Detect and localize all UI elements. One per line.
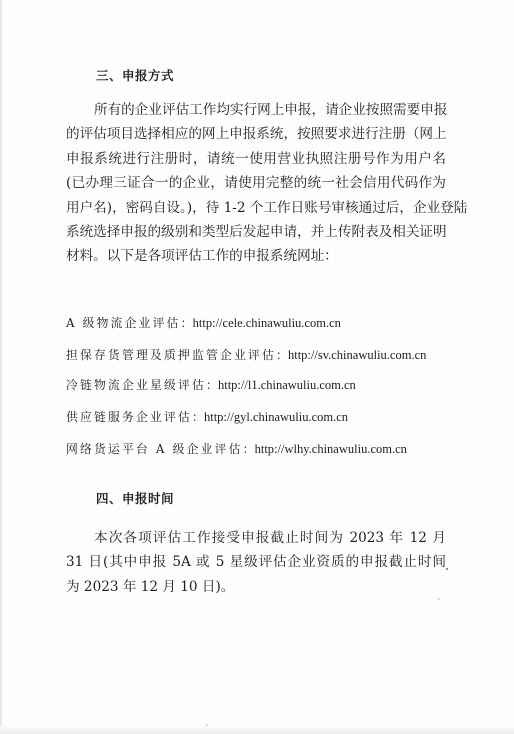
paragraph-line: 为 2023 年 12 月 10 日)。 [66,578,235,595]
system-name: 网络货运平台 A 级企业评估 [66,442,243,456]
scan-speck [206,724,208,726]
system-entry-network-freight [66,440,407,457]
paragraph-submission-method [66,98,468,269]
system-entry-inventory-pledge [66,346,426,363]
system-separator: ： [205,378,218,392]
system-entry-a-level-logistics [66,314,341,331]
paragraph-line: 本次各项评估工作接受申报截止时间为 2023 年 12 月 [94,530,446,546]
system-separator: ： [275,348,288,362]
section-heading-submission-method: 三、申报方式 [96,68,175,83]
system-entry-supply-chain [66,408,348,425]
page-bottom-edge-shadow [0,726,514,734]
paragraph-line: 的评估项目选择相应的网上申报系统，按照要求进行注册（网上 [66,126,447,143]
paragraph-line: 用户名)，密码自设。)，待 1-2 个工作日账号审核通过后，企业登陆 [66,199,468,216]
system-name: A 级物流企业评估 [66,316,181,330]
system-separator: ： [191,410,204,424]
system-url-link[interactable]: http://cele.chinawuliu.com.cn [192,316,341,330]
section-heading-submission-time: 四、申报时间 [96,491,175,506]
scan-speck [446,568,448,570]
paragraph-line: 申报系统进行注册时，请统一使用营业执照注册号作为用户名 [66,150,446,167]
scan-speck [438,598,440,600]
system-url-link[interactable]: http://wlhy.chinawuliu.com.cn [254,442,407,456]
paragraph-line: (已办理三证合一的企业，请使用完整的统一社会信用代码作为 [66,175,446,192]
system-name: 冷链物流企业星级评估 [66,378,206,392]
system-url-link[interactable]: http://l1.chinawuliu.com.cn [217,378,356,392]
system-url-link[interactable]: http://sv.chinawuliu.com.cn [287,348,427,362]
paragraph-submission-time [66,526,446,599]
paragraph-line: 所有的企业评估工作均实行网上申报，请企业按照需要申报 [94,102,448,118]
system-name: 供应链服务企业评估 [66,410,192,424]
system-separator: ： [242,442,255,456]
system-separator: ： [180,316,193,330]
system-entry-cold-chain [66,376,356,393]
paragraph-line: 31 日(其中申报 5A 或 5 星级评估企业资质的申报截止时间 [66,554,446,571]
paragraph-line: 系统选择申报的级别和类型后发起申请，并上传附表及相关证明 [66,224,447,241]
system-name: 担保存货管理及质押监管企业评估 [66,348,276,362]
system-url-link[interactable]: http://gyl.chinawuliu.com.cn [203,410,349,424]
page-left-edge-shadow [0,0,3,734]
paragraph-line: 材料。以下是各项评估工作的申报系统网址： [66,248,338,265]
